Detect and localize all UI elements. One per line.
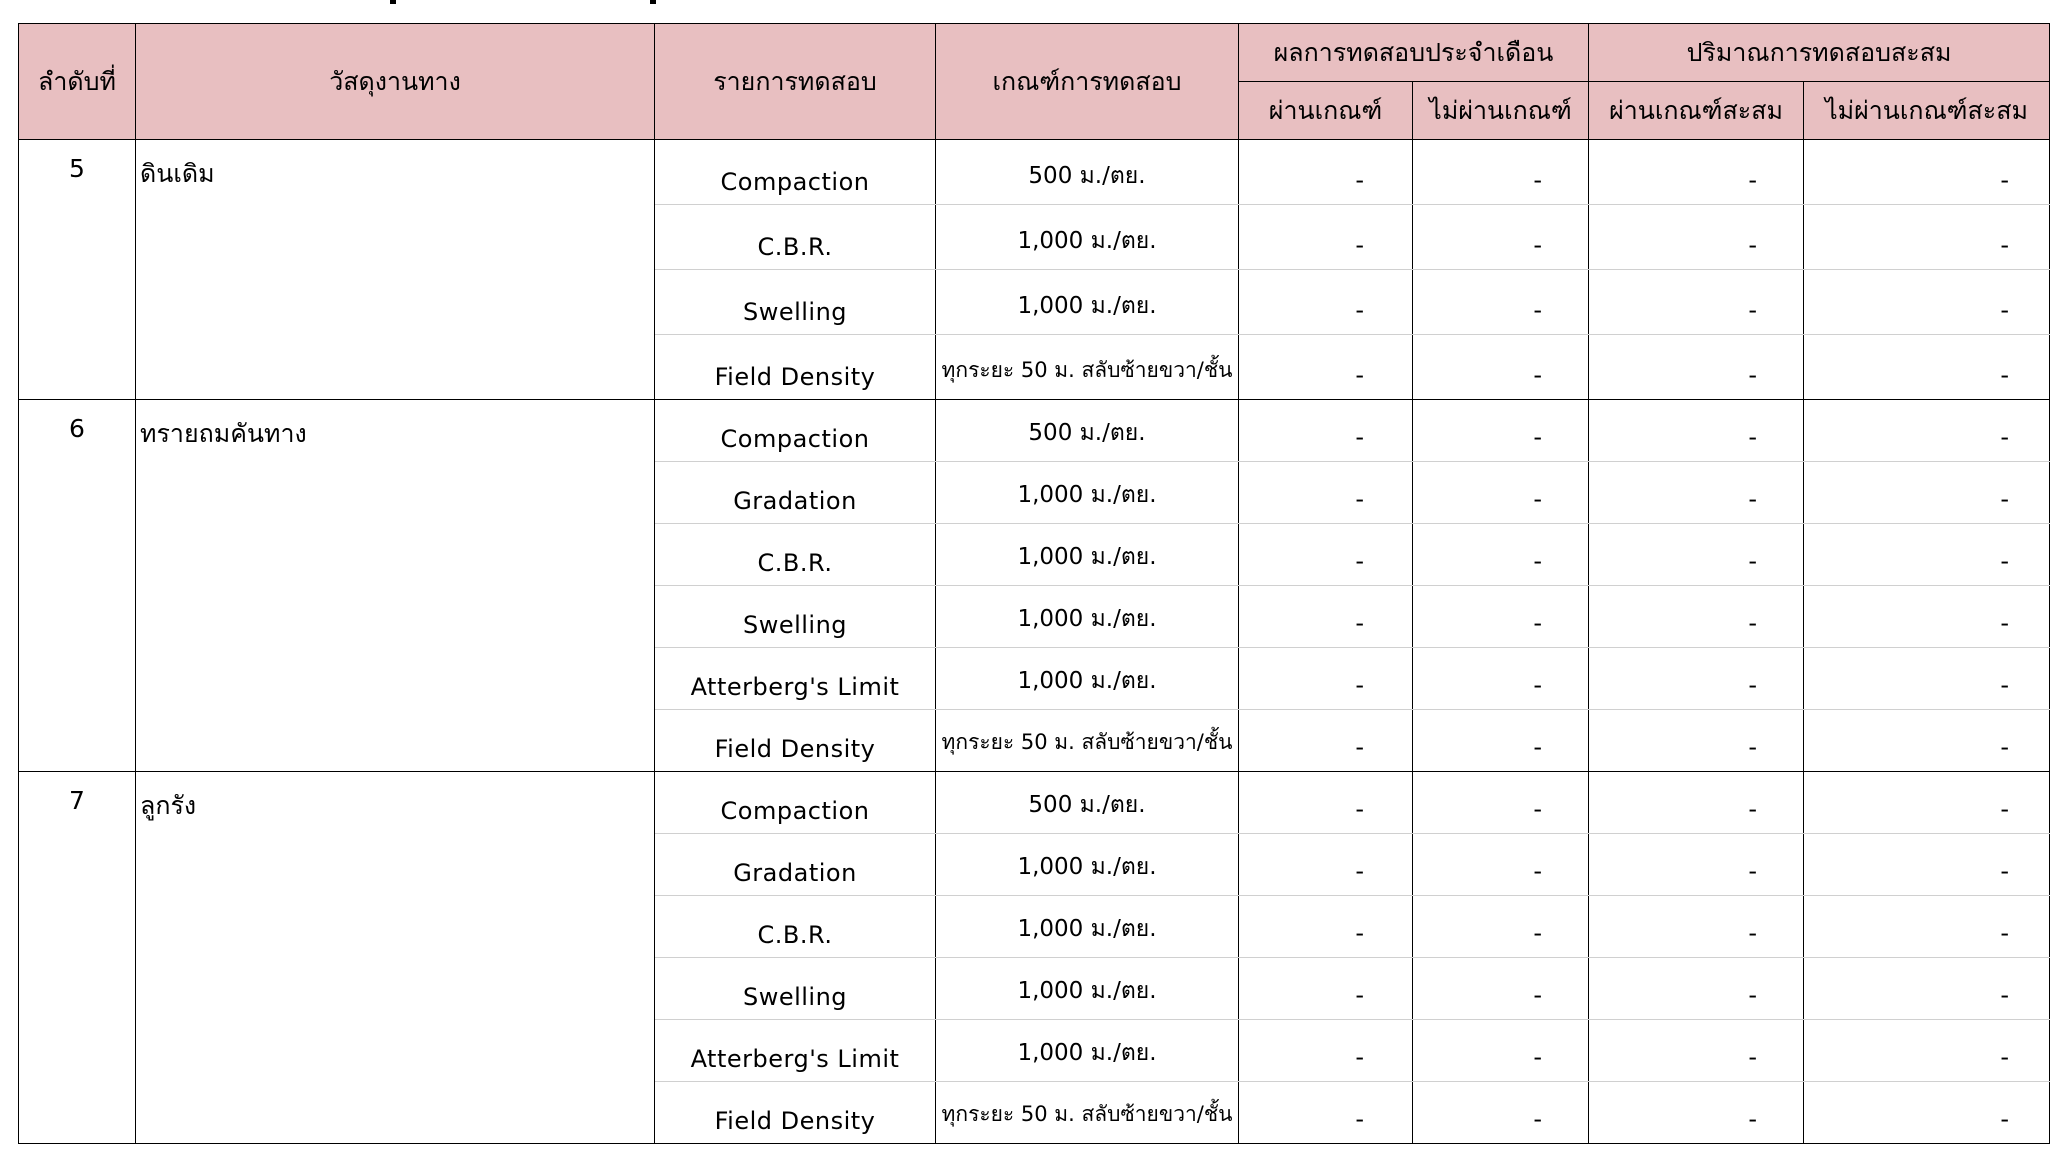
fail-cumulative-value: - <box>1804 710 2050 772</box>
test-item: C.B.R. <box>655 896 936 958</box>
pass-value: - <box>1239 270 1413 335</box>
test-criteria: 1,000 ม./ตย. <box>936 958 1239 1020</box>
fail-cumulative-value: - <box>1804 586 2050 648</box>
test-item: Swelling <box>655 586 936 648</box>
table-header <box>19 24 2050 140</box>
header-test: รายการทดสอบ <box>655 24 936 140</box>
pass-cumulative-value: - <box>1589 205 1804 270</box>
table-row <box>19 400 2050 462</box>
test-criteria: 1,000 ม./ตย. <box>936 896 1239 958</box>
test-item: Gradation <box>655 462 936 524</box>
fail-cumulative-value: - <box>1804 1082 2050 1144</box>
material-test-table <box>18 23 2050 1144</box>
pass-cumulative-value: - <box>1589 400 1804 462</box>
test-criteria: ทุกระยะ 50 ม. สลับซ้ายขวา/ชั้น <box>936 335 1239 400</box>
header-fail-cumulative: ไม่ผ่านเกณฑ์สะสม <box>1804 82 2050 140</box>
test-item: Gradation <box>655 834 936 896</box>
fail-value: - <box>1413 400 1589 462</box>
material-name: ดินเดิม <box>136 140 655 400</box>
fail-value: - <box>1413 270 1589 335</box>
pass-value: - <box>1239 772 1413 834</box>
fail-cumulative-value: - <box>1804 335 2050 400</box>
pass-value: - <box>1239 524 1413 586</box>
fail-value: - <box>1413 205 1589 270</box>
pass-cumulative-value: - <box>1589 958 1804 1020</box>
pass-value: - <box>1239 648 1413 710</box>
fail-value: - <box>1413 586 1589 648</box>
pass-cumulative-value: - <box>1589 524 1804 586</box>
fail-cumulative-value: - <box>1804 270 2050 335</box>
pass-value: - <box>1239 586 1413 648</box>
test-item: Field Density <box>655 710 936 772</box>
test-item: Compaction <box>655 772 936 834</box>
pass-cumulative-value: - <box>1589 648 1804 710</box>
fail-value: - <box>1413 1082 1589 1144</box>
pass-cumulative-value: - <box>1589 834 1804 896</box>
pass-value: - <box>1239 1082 1413 1144</box>
table-row <box>19 772 2050 834</box>
pass-value: - <box>1239 400 1413 462</box>
fail-cumulative-value: - <box>1804 772 2050 834</box>
test-criteria: 500 ม./ตย. <box>936 400 1239 462</box>
test-criteria: 1,000 ม./ตย. <box>936 205 1239 270</box>
test-criteria: 1,000 ม./ตย. <box>936 524 1239 586</box>
material-name: ทรายถมคันทาง <box>136 400 655 772</box>
fail-value: - <box>1413 834 1589 896</box>
test-criteria: 1,000 ม./ตย. <box>936 1020 1239 1082</box>
pass-value: - <box>1239 205 1413 270</box>
fail-cumulative-value: - <box>1804 462 2050 524</box>
table-row <box>19 140 2050 205</box>
pass-cumulative-value: - <box>1589 1082 1804 1144</box>
fail-value: - <box>1413 710 1589 772</box>
fail-cumulative-value: - <box>1804 205 2050 270</box>
group-number: 7 <box>19 772 136 1144</box>
fail-value: - <box>1413 140 1589 205</box>
pass-value: - <box>1239 1020 1413 1082</box>
test-criteria: 500 ม./ตย. <box>936 772 1239 834</box>
cropped-heading-fragment <box>390 0 396 4</box>
pass-value: - <box>1239 896 1413 958</box>
pass-value: - <box>1239 710 1413 772</box>
test-item: C.B.R. <box>655 524 936 586</box>
pass-cumulative-value: - <box>1589 586 1804 648</box>
test-item: Field Density <box>655 1082 936 1144</box>
fail-cumulative-value: - <box>1804 958 2050 1020</box>
pass-value: - <box>1239 834 1413 896</box>
fail-cumulative-value: - <box>1804 400 2050 462</box>
pass-cumulative-value: - <box>1589 896 1804 958</box>
pass-value: - <box>1239 335 1413 400</box>
fail-value: - <box>1413 524 1589 586</box>
pass-cumulative-value: - <box>1589 270 1804 335</box>
pass-cumulative-value: - <box>1589 462 1804 524</box>
pass-value: - <box>1239 140 1413 205</box>
fail-value: - <box>1413 772 1589 834</box>
fail-value: - <box>1413 335 1589 400</box>
cropped-heading-fragment <box>650 0 656 4</box>
test-item: Compaction <box>655 140 936 205</box>
test-criteria: 1,000 ม./ตย. <box>936 648 1239 710</box>
fail-value: - <box>1413 1020 1589 1082</box>
pass-cumulative-value: - <box>1589 710 1804 772</box>
test-item: Compaction <box>655 400 936 462</box>
header-group-cumulative: ปริมาณการทดสอบสะสม <box>1589 24 2050 82</box>
test-item: Field Density <box>655 335 936 400</box>
fail-cumulative-value: - <box>1804 524 2050 586</box>
header-pass: ผ่านเกณฑ์ <box>1239 82 1413 140</box>
fail-cumulative-value: - <box>1804 834 2050 896</box>
test-criteria: 1,000 ม./ตย. <box>936 270 1239 335</box>
header-pass-cumulative: ผ่านเกณฑ์สะสม <box>1589 82 1804 140</box>
test-criteria: ทุกระยะ 50 ม. สลับซ้ายขวา/ชั้น <box>936 1082 1239 1144</box>
fail-value: - <box>1413 958 1589 1020</box>
pass-value: - <box>1239 958 1413 1020</box>
pass-value: - <box>1239 462 1413 524</box>
fail-value: - <box>1413 896 1589 958</box>
pass-cumulative-value: - <box>1589 335 1804 400</box>
group-number: 5 <box>19 140 136 400</box>
group-number: 6 <box>19 400 136 772</box>
fail-cumulative-value: - <box>1804 648 2050 710</box>
test-criteria: 500 ม./ตย. <box>936 140 1239 205</box>
header-no: ลำดับที่ <box>19 24 136 140</box>
pass-cumulative-value: - <box>1589 1020 1804 1082</box>
fail-cumulative-value: - <box>1804 1020 2050 1082</box>
test-item: Atterberg's Limit <box>655 648 936 710</box>
header-group-monthly: ผลการทดสอบประจำเดือน <box>1239 24 1589 82</box>
test-criteria: 1,000 ม./ตย. <box>936 834 1239 896</box>
fail-value: - <box>1413 462 1589 524</box>
header-material: วัสดุงานทาง <box>136 24 655 140</box>
pass-cumulative-value: - <box>1589 140 1804 205</box>
test-item: Swelling <box>655 958 936 1020</box>
header-criteria: เกณฑ์การทดสอบ <box>936 24 1239 140</box>
test-criteria: 1,000 ม./ตย. <box>936 586 1239 648</box>
test-item: Swelling <box>655 270 936 335</box>
fail-value: - <box>1413 648 1589 710</box>
test-item: Atterberg's Limit <box>655 1020 936 1082</box>
fail-cumulative-value: - <box>1804 896 2050 958</box>
test-criteria: 1,000 ม./ตย. <box>936 462 1239 524</box>
pass-cumulative-value: - <box>1589 772 1804 834</box>
fail-cumulative-value: - <box>1804 140 2050 205</box>
table-body <box>19 140 2050 1144</box>
header-fail: ไม่ผ่านเกณฑ์ <box>1413 82 1589 140</box>
test-item: C.B.R. <box>655 205 936 270</box>
test-criteria: ทุกระยะ 50 ม. สลับซ้ายขวา/ชั้น <box>936 710 1239 772</box>
material-name: ลูกรัง <box>136 772 655 1144</box>
